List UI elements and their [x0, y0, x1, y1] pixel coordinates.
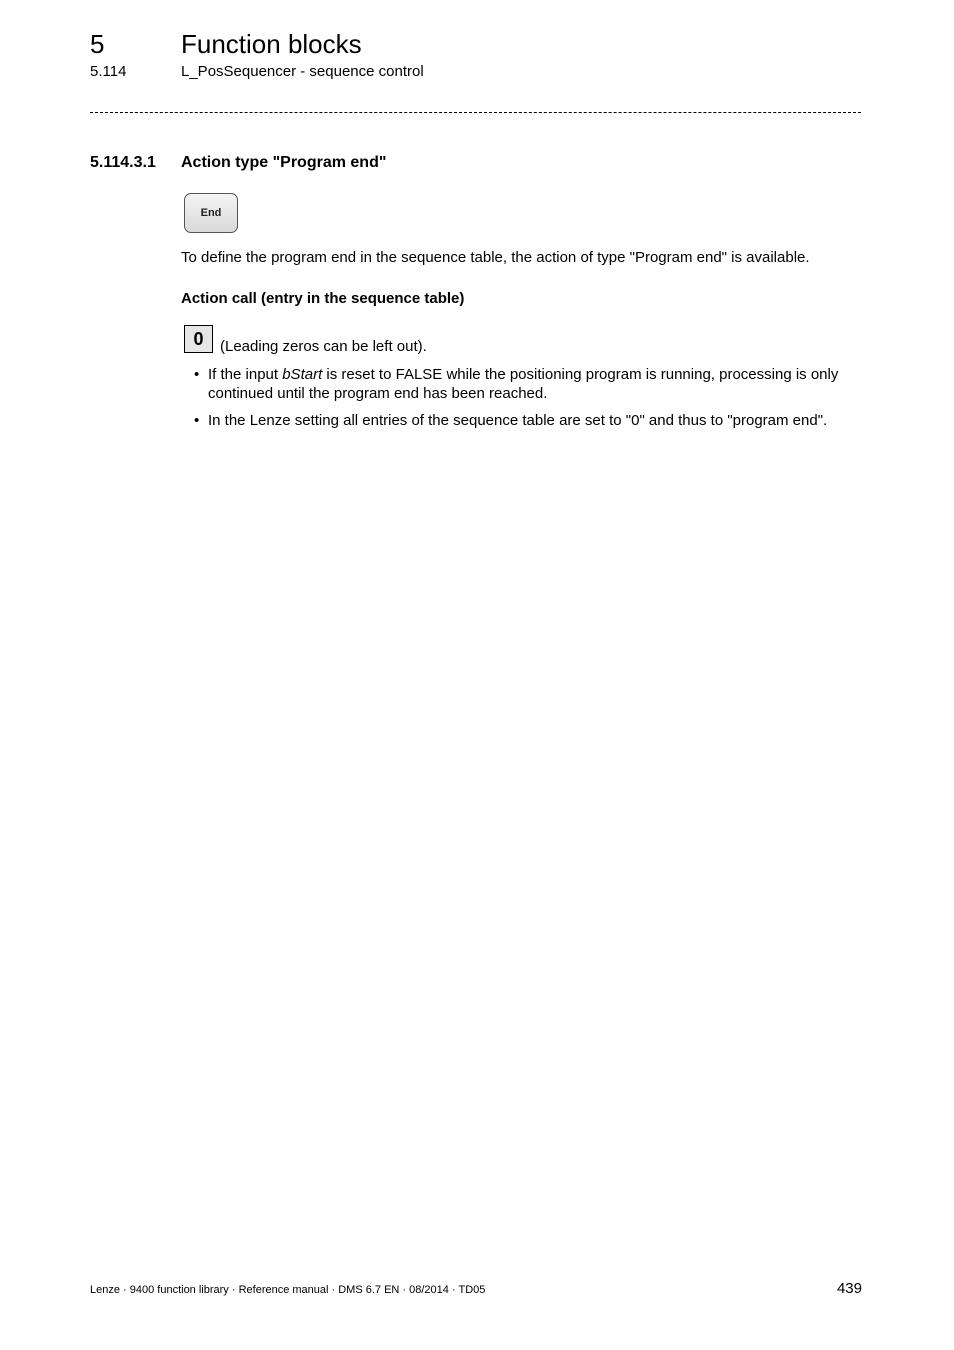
action-value-box	[184, 325, 213, 353]
end-key-icon	[184, 193, 238, 233]
footer-text: Lenze · 9400 function library · Reference manual · DMS 6.7 EN · 08/2014 · TD05	[90, 1284, 486, 1296]
bullet-dot: •	[194, 412, 200, 429]
section-number: 5.114	[90, 63, 127, 80]
section-title: L_PosSequencer - sequence control	[181, 63, 424, 80]
list-item	[181, 411, 866, 430]
chapter-number: 5	[90, 29, 105, 59]
end-key-label: End	[200, 207, 222, 219]
intro-paragraph: To define the program end in the sequence table, the action of type "Program end" is available.	[181, 249, 810, 266]
bullet-text-after: is reset to FALSE while the positioning program is running, processing is only continued until the program end has been reached.	[208, 366, 839, 402]
bullet-italic-term: bStart	[282, 366, 323, 383]
subsection-title: Action type "Program end"	[181, 154, 387, 171]
bullet-dot: •	[194, 366, 200, 383]
bullet-text-before: If the input	[208, 366, 283, 383]
bullet-list	[181, 365, 866, 438]
action-value-note: (Leading zeros can be left out).	[220, 338, 427, 355]
bullet-text: In the Lenze setting all entries of the sequence table are set to "0" and thus to "program end".	[208, 412, 828, 429]
subsection-number: 5.114.3.1	[90, 154, 156, 171]
list-item	[181, 365, 866, 403]
page-number: 439	[836, 1280, 862, 1297]
chapter-title: Function blocks	[181, 29, 362, 59]
action-value: 0	[193, 328, 204, 349]
header-divider	[90, 112, 861, 113]
action-call-heading: Action call (entry in the sequence table)	[181, 290, 465, 307]
